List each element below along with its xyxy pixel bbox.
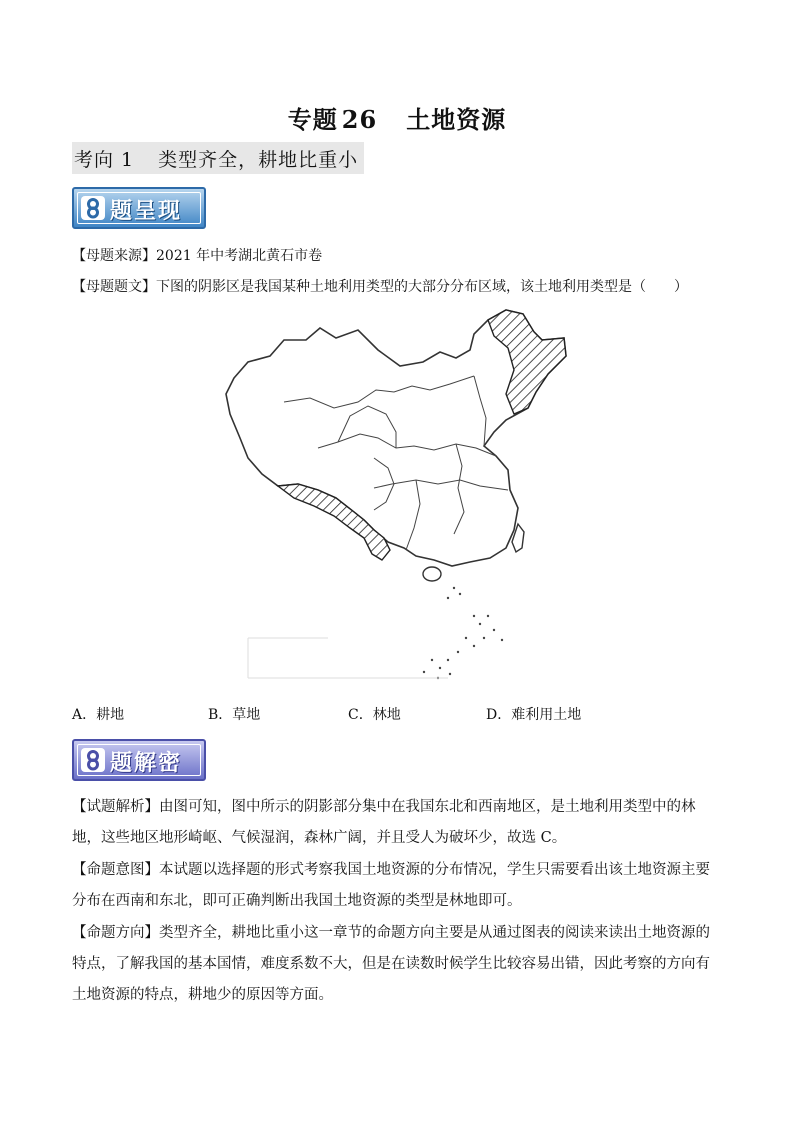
stem-tag: 【母题题文】 xyxy=(72,279,156,295)
stem-text: 下图的阴影区是我国某种土地利用类型的大部分分布区域，该土地利用类型是（ ） xyxy=(156,279,688,295)
section-text: 类型齐全，耕地比重小 xyxy=(158,149,359,171)
page-title xyxy=(0,100,794,135)
hainan-island xyxy=(423,567,441,581)
exam-badge-icon xyxy=(81,196,105,220)
exam-badge-icon xyxy=(81,748,105,772)
question-source xyxy=(72,246,322,266)
source-text: 2021 年中考湖北黄石市卷 xyxy=(156,248,323,264)
title-prefix: 专题 xyxy=(287,105,338,134)
china-land-use-map xyxy=(218,298,578,698)
banner-label: 题呈现 xyxy=(110,199,183,224)
source-tag: 【母题来源】 xyxy=(72,248,156,264)
south-china-sea-islands xyxy=(423,587,503,679)
analysis-text: 由图可知，图中所示的阴影部分集中在我国东北和西南地区，是土地利用类型中的林地，这些地区地形崎岖、气候湿润，森林广阔，并且受人为破坏少，故选 C。 xyxy=(72,799,696,846)
title-number: 26 xyxy=(341,105,378,134)
option-c: C．林地 xyxy=(348,707,401,723)
banner-label: 题解密 xyxy=(110,751,183,776)
direction-text: 类型齐全，耕地比重小这一章节的命题方向主要是从通过图表的阅读来读出土地资源的特点，了解我国的基本国情，难度系数不大，但是在读数时候学生比较容易出错，因此考察的方向有土地资源的特点，耕地少的原因等方面。 xyxy=(72,925,710,1003)
question-stem xyxy=(72,277,688,297)
question-banner xyxy=(72,187,206,229)
analysis-tag: 【试题解析】 xyxy=(72,799,159,815)
intent-text: 本试题以选择题的形式考察我国土地资源的分布情况，学生只需要看出该土地资源主要分布在西南和东北，即可正确判断出我国土地资源的类型是林地即可。 xyxy=(72,862,710,909)
intent-paragraph xyxy=(72,855,724,917)
intent-tag: 【命题意图】 xyxy=(72,862,159,878)
option-a: A．耕地 xyxy=(72,707,125,723)
map-inset-frame xyxy=(248,638,448,678)
analysis-paragraph xyxy=(72,792,724,854)
title-topic: 土地资源 xyxy=(406,105,507,134)
analysis-banner xyxy=(72,739,206,781)
option-d: D．难利用土地 xyxy=(486,707,582,723)
direction-paragraph xyxy=(72,918,724,1011)
direction-tag: 【命题方向】 xyxy=(72,925,159,941)
answer-options xyxy=(72,704,732,724)
section-label: 考向 1 xyxy=(74,149,135,171)
option-b: B．草地 xyxy=(208,707,261,723)
section-header xyxy=(74,145,358,172)
